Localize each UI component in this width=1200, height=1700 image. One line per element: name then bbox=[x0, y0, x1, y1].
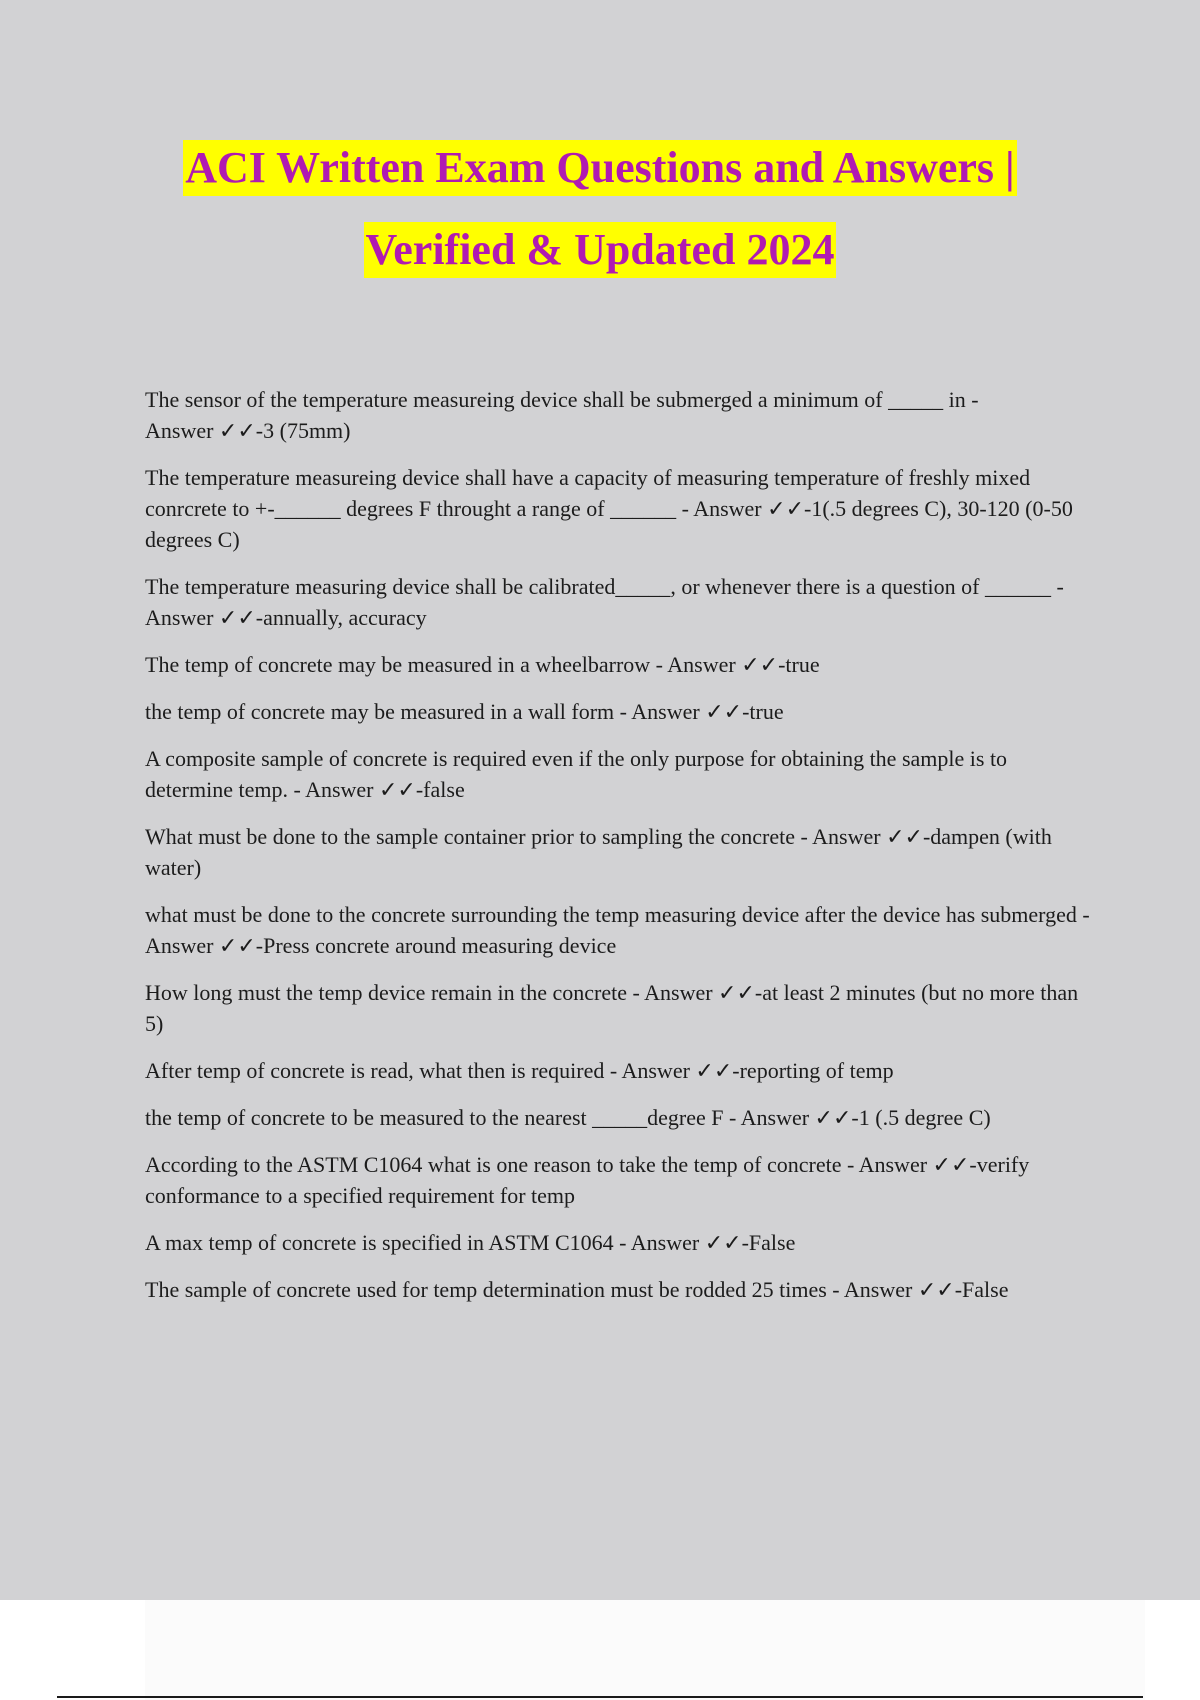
question-text: A max temp of concrete is specified in ASTM C1064 - bbox=[145, 1230, 631, 1255]
question-text: The temperature measuring device shall be calibrated_____, or whenever there is a question of ______ - bbox=[145, 574, 1064, 599]
answer-label: Answer ✓✓ bbox=[843, 1277, 955, 1302]
answer-text: -true bbox=[778, 652, 820, 677]
answer-label: Answer ✓✓ bbox=[740, 1105, 852, 1130]
question-text: How long must the temp device remain in the concrete - bbox=[145, 980, 645, 1005]
question-text: After temp of concrete is read, what then is required - bbox=[145, 1058, 622, 1083]
answer-label: Answer ✓✓ bbox=[667, 652, 779, 677]
answer-label: Answer ✓✓ bbox=[630, 1230, 742, 1255]
qa-item bbox=[145, 899, 1090, 961]
qa-item bbox=[145, 462, 1090, 555]
question-text: What must be done to the sample container prior to sampling the concrete - bbox=[145, 824, 813, 849]
answer-text: -False bbox=[741, 1230, 796, 1255]
question-text: the temp of concrete may be measured in a wall form - bbox=[145, 699, 632, 724]
document-title bbox=[0, 140, 1200, 278]
answer-text: -false bbox=[415, 777, 465, 802]
qa-item bbox=[145, 1149, 1090, 1211]
answer-label: Answer ✓✓ bbox=[621, 1058, 733, 1083]
qa-item bbox=[145, 696, 1090, 727]
answer-label: Answer ✓✓ bbox=[644, 980, 755, 1005]
answer-label: Answer ✓✓ bbox=[145, 933, 256, 958]
answer-text: -true bbox=[742, 699, 784, 724]
answer-text: -False bbox=[954, 1277, 1009, 1302]
answer-text: -dampen (with water) bbox=[145, 824, 1052, 880]
question-text: The temp of concrete may be measured in a wheelbarrow - bbox=[145, 652, 668, 677]
answer-text: -reporting of temp bbox=[732, 1058, 894, 1083]
qa-item bbox=[145, 743, 1090, 805]
question-text: The temperature measureing device shall have a capacity of measuring temperature of freshly mixed conrcrete to +-______ degrees F throught a range of ______ - bbox=[145, 465, 1031, 521]
question-text: The sample of concrete used for temp determination must be rodded 25 times - bbox=[145, 1277, 844, 1302]
qa-item bbox=[145, 571, 1090, 633]
answer-label: Answer ✓✓ bbox=[858, 1152, 970, 1177]
answer-label: Answer ✓✓ bbox=[812, 824, 923, 849]
answer-text: -1(.5 degrees C), 30-120 (0-50 degrees C) bbox=[145, 496, 1073, 552]
title-line-1: ACI Written Exam Questions and Answers | bbox=[183, 140, 1017, 196]
title-line-2: Verified & Updated 2024 bbox=[364, 222, 837, 278]
qa-item bbox=[145, 649, 1090, 680]
qa-item bbox=[145, 977, 1090, 1039]
qa-item bbox=[145, 821, 1090, 883]
qa-item bbox=[145, 1055, 1090, 1086]
answer-text: -1 (.5 degree C) bbox=[851, 1105, 991, 1130]
answer-text: -Press concrete around measuring device bbox=[255, 933, 617, 958]
next-page-preview bbox=[145, 1600, 1145, 1700]
answer-text: -at least 2 minutes (but no more than 5) bbox=[145, 980, 1079, 1036]
qa-list bbox=[145, 384, 1090, 1321]
page-divider bbox=[57, 1696, 1143, 1698]
answer-text: -verify conformance to a specified requirement for temp bbox=[145, 1152, 1030, 1208]
qa-item bbox=[145, 384, 1090, 446]
answer-text: -annually, accuracy bbox=[255, 605, 427, 630]
qa-item bbox=[145, 1102, 1090, 1133]
question-text: The sensor of the temperature measureing device shall be submerged a minimum of _____ in - bbox=[145, 387, 979, 412]
answer-label: Answer ✓✓ bbox=[693, 496, 804, 521]
answer-text: -3 (75mm) bbox=[255, 418, 351, 443]
answer-label: Answer ✓✓ bbox=[145, 605, 256, 630]
qa-item bbox=[145, 1274, 1090, 1305]
question-text: A composite sample of concrete is required even if the only purpose for obtaining the sample is to determine temp. - bbox=[145, 746, 1008, 802]
question-text: what must be done to the concrete surrounding the temp measuring device after the device has submerged - bbox=[145, 902, 1090, 927]
qa-item bbox=[145, 1227, 1090, 1258]
answer-label: Answer ✓✓ bbox=[305, 777, 416, 802]
question-text: According to the ASTM C1064 what is one reason to take the temp of concrete - bbox=[145, 1152, 859, 1177]
question-text: the temp of concrete to be measured to the nearest _____degree F - bbox=[145, 1105, 741, 1130]
answer-label: Answer ✓✓ bbox=[145, 418, 256, 443]
answer-label: Answer ✓✓ bbox=[631, 699, 743, 724]
